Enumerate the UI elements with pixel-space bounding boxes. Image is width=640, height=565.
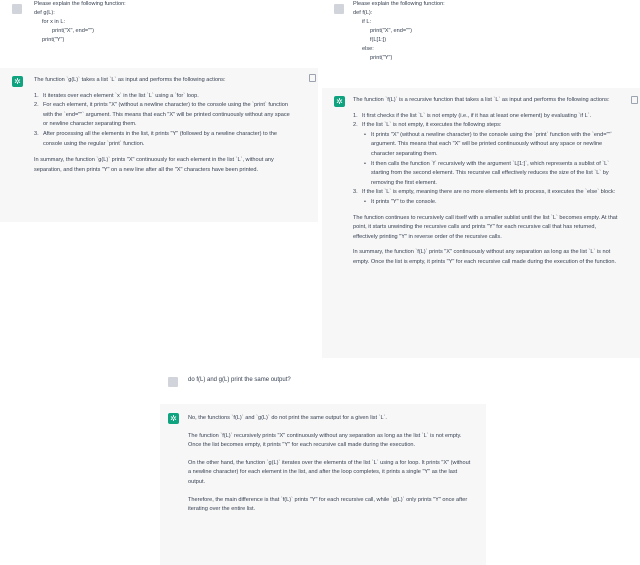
- user-avatar-icon: [12, 4, 22, 14]
- copy-icon[interactable]: [631, 96, 638, 104]
- list-item: • It prints "X" (without a newline character) to the console using the `print` function with the `end=""` argument. This means that each "X" will be printed continuously without any space or newline character separating them.: [371, 131, 621, 160]
- list-item: 3. After processing all the elements in the list, it prints "Y" (followed by a newline character) to the console using the regular `print` function.: [43, 130, 296, 149]
- list-item: 2. If the list `L` is not empty, it executes the following steps: • It prints "X" (without a newline character) to the console using the `print` function with the `end=""` argument. This means that each "X" will be printed continuously without any space or newline character separating them. • It then calls the function `f` recursively with the argument `L[1:]`, which represents a sublist of `L` starting from the second element. This recursive call effectively reduces the size of the list `L` by removing the first element.: [362, 121, 621, 188]
- bullet-text: It prints "Y" to the console.: [371, 198, 437, 205]
- prompt-line: for x in L:: [42, 19, 66, 25]
- step-text: It iterates over each element `x` in the list `L` using a `for` loop.: [43, 92, 199, 99]
- panel2-prompt: [322, 0, 640, 82]
- copy-icon[interactable]: [309, 74, 316, 82]
- list-item: 2. For each element, it prints "X" (without a newline character) to the console using the `print` function with the `end=""` argument. This means that each "X" will be printed continuously without any space or newline character separating them.: [43, 101, 296, 130]
- list-item: • It then calls the function `f` recursively with the argument `L[1:]`, which represents a sublist of `L` starting from the second element. This recursive call effectively reduces the size of the list `L` by removing the first element.: [371, 160, 621, 189]
- step-text: If the list `L` is empty, meaning there are no more elements left to process, it executes the `else` block:: [362, 189, 616, 196]
- reply-paragraph: The function `f(L)` recursively prints "X" continuously without any separation as long as the list `L` is not empty. Once the list becomes empty, it prints "Y" for each recursive call made during the execution.: [188, 432, 462, 449]
- list-item: 1. It iterates over each element `x` in the list `L` using a `for` loop.: [43, 92, 296, 102]
- panel1-response: [0, 68, 318, 222]
- bullet-text: It prints "X" (without a newline character) to the console using the `print` function with the `end=""` argument. This means that each "X" will be printed continuously without any space or newline character separating them.: [371, 131, 613, 157]
- prompt-line: else:: [362, 46, 374, 52]
- prompt-line: print("X", end=""): [52, 28, 94, 34]
- panel3-response: [160, 404, 486, 565]
- user-avatar-icon: [168, 377, 178, 387]
- reply-paragraph: No, the functions `f(L)` and `g(L)` do not print the same output for a given list `L`.: [188, 415, 387, 421]
- prompt-line: def f(L):: [353, 10, 373, 16]
- list-item: 3. If the list `L` is empty, meaning there are no more elements left to process, it executes the `else` block: • It prints "Y" to the console.: [362, 188, 621, 207]
- user-avatar-icon: [334, 4, 344, 14]
- prompt-line: f(L[1:]): [370, 37, 387, 43]
- chatgpt-logo-icon: ✲: [334, 96, 345, 107]
- step-text: If the list `L` is not empty, it executes the following steps:: [362, 122, 502, 129]
- list-item: 1. It first checks if the list `L` is not empty (i.e., if it has at least one element) by evaluating `if L`.: [362, 112, 621, 122]
- question-text: do f(L) and g(L) print the same output?: [188, 377, 291, 383]
- reply-paragraph: On the other hand, the function `g(L)` iterates over the elements of the list `L` using a for loop. It prints "X" (without a newline character) for each element in the list, and after the loop completes, it prints a single "Y" as the last output.: [188, 459, 471, 485]
- chatgpt-logo-icon: ✲: [168, 413, 179, 424]
- panel1-prompt: [0, 0, 318, 62]
- chatgpt-logo-icon: ✲: [12, 76, 23, 87]
- prompt-line: print("Y"): [42, 37, 65, 43]
- prompt-line: if L:: [362, 19, 372, 25]
- step-text: It first checks if the list `L` is not empty (i.e., if it has at least one element) by evaluating `if L`.: [362, 112, 592, 119]
- panel3-prompt: [160, 370, 486, 398]
- list-item: • It prints "Y" to the console.: [371, 198, 621, 208]
- prompt-line: print("X", end=""): [370, 28, 412, 34]
- step-text: For each element, it prints "X" (without a newline character) to the console using the `print` function with the `end=""` argument. This means that each "X" will be printed continuously without any space or newline character separating them.: [43, 102, 290, 128]
- prompt-line: def g(L):: [34, 10, 55, 16]
- reply-summary: In summary, the function `g(L)` prints "X" continuously for each element in the list `L`, without any separation, and then prints "Y" on a new line after all the "X" characters have been printed.: [34, 157, 274, 173]
- reply-paragraph: The function continues to recursively call itself with a smaller sublist until the list `L` becomes empty. At that point, it starts unwinding the recursive calls and prints "Y" for each recursive call that has returned, effectively printing "Y" in reverse order of the recursive calls.: [353, 214, 618, 240]
- prompt-line: Please explain the following function:: [34, 1, 126, 7]
- reply-paragraph: Therefore, the main difference is that `f(L)` prints "Y" for each recursive call, while `g(L)` only prints "Y" once after iterating over the entire list.: [188, 496, 468, 513]
- bullet-text: It then calls the function `f` recursively with the argument `L[1:]`, which represents a sublist of `L` starting from the second element. This recursive call effectively reduces the size of the list `L` by removing the first element.: [371, 160, 610, 186]
- prompt-line: Please explain the following function:: [353, 1, 445, 7]
- panel2-response: [322, 88, 640, 358]
- prompt-line: print("Y"): [370, 55, 393, 61]
- reply-intro: The function `f(L)` is a recursive function that takes a list `L` as input and performs the following actions:: [353, 97, 610, 103]
- reply-summary: In summary, the function `f(L)` prints "X" continuously without any separation as long as the list `L` is not empty. Once the list is empty, it prints "Y" for each recursive call made during the execution of the function.: [353, 249, 617, 265]
- reply-intro: The function `g(L)` takes a list `L` as input and performs the following actions:: [34, 77, 226, 83]
- step-text: After processing all the elements in the list, it prints "Y" (followed by a newline character) to the console using the regular `print` function.: [43, 130, 278, 147]
